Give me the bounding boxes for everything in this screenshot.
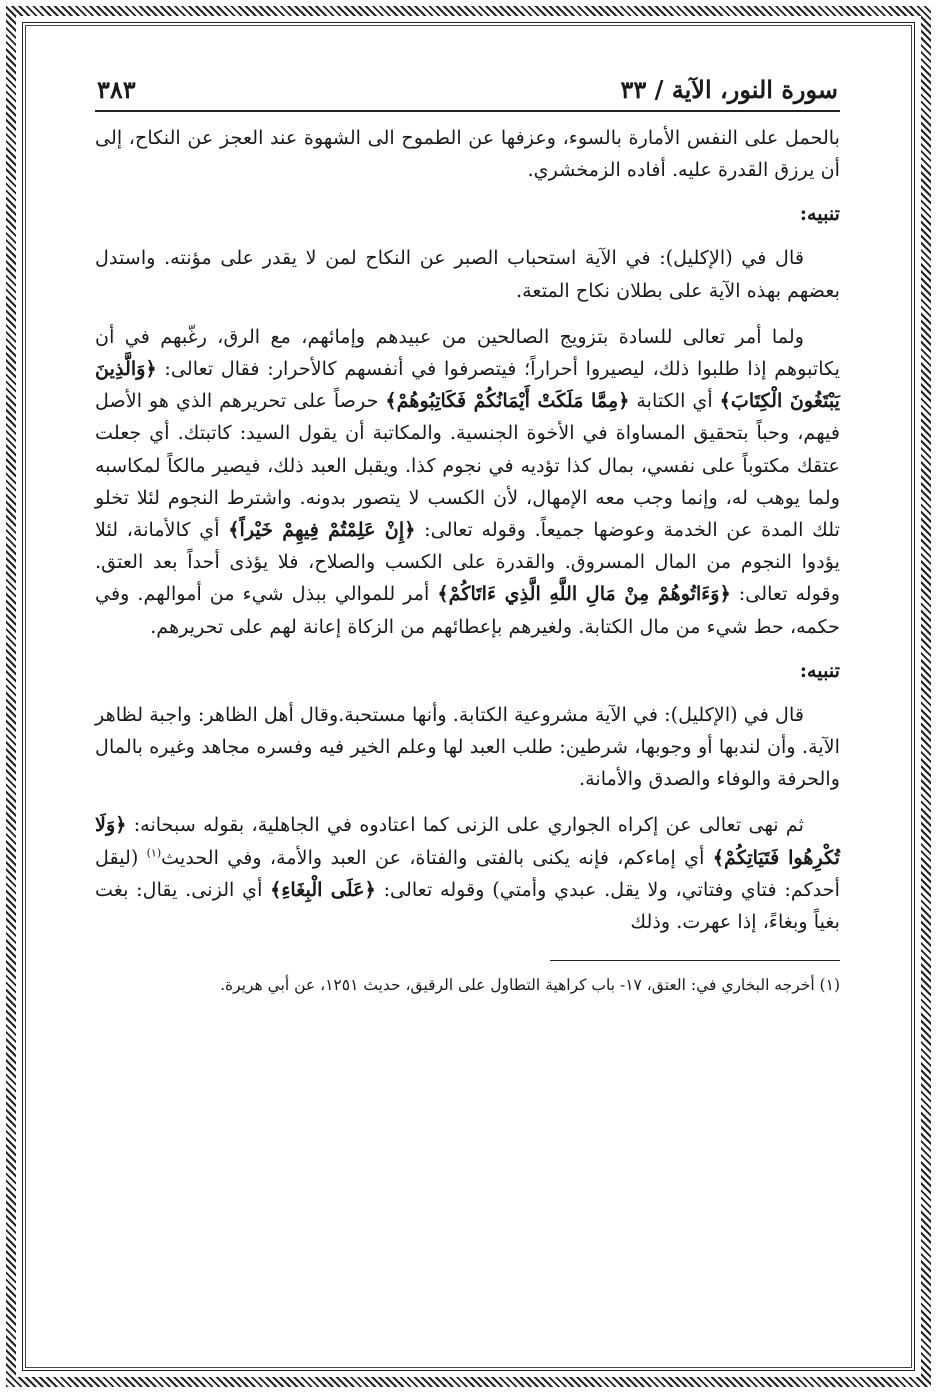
text-run: ولما أمر تعالى للسادة بتزويج الصالحين من عبيدهم وإمائهم، مع الرق، رغّبهم في أن يكاتبوهم إذا طلبوا ذلك، ليصيروا أحراراً؛ فيتصرفوا في أنفسهم كالأحرار: فقال تعالى: bbox=[95, 324, 840, 381]
text-run: حرصاً على تحريرهم الذي هو الأصل فيهم، وحباً بتحقيق المساواة في الأخوة الجنسية. والمكاتبة أن يقول السيد: كاتبتك. أي جعلت عتقك مكتوباً على نفسي، بمال كذا تؤديه في نجوم كذا. ويقبل العبد ذلك، فيصير مالكاً لمكاسبه ولما يوهب له، وإنما وجب معه الإمهال، لأن الكسب لا يتصور بدونه. واشترط النجوم لئلا تخلو تلك المدة عن الخدمة وعوضها جميعاً. وقوله تعالى: bbox=[95, 389, 841, 542]
page-body bbox=[95, 112, 840, 998]
text-run: أي الكتابة bbox=[629, 389, 720, 413]
running-title: سورة النور، الآية / ٣٣ bbox=[620, 75, 838, 104]
text-run: أي إماءكم، فإنه يكنى بالفتى والفتاة، عن العبد والأمة، وفي الحديث bbox=[161, 845, 713, 869]
footnote-separator bbox=[550, 960, 840, 961]
text-run: ثم نهى تعالى عن إكراه الجواري على الزنى كما اعتادوه في الجاهلية، بقوله سبحانه: bbox=[126, 813, 804, 837]
paragraph-iklil-1: قال في (الإكليل): في الآية استحباب الصبر عن النكاح لمن لا يقدر على مؤنته. واستدل بعضهم بهذه الآية على بطلان نكاح المتعة. bbox=[95, 246, 840, 302]
quran-quote: ﴿وَلَا تُكْرِهُوا فَتَيَاتِكُمْ﴾ bbox=[95, 813, 840, 869]
page-number: ٣٨٣ bbox=[97, 75, 136, 104]
quran-quote: ﴿وَءَاتُوهُمْ مِنْ مَالِ اللَّهِ الَّذِي ءَاتَاكُمْ﴾ bbox=[437, 582, 731, 606]
text-run: أي الزنى. يقال: بغت بغياً وبغاءً، إذا عهرت. وذلك bbox=[95, 877, 840, 934]
page-header bbox=[95, 60, 840, 112]
footnote-marker[interactable]: (١) bbox=[146, 846, 162, 860]
footnote: (١) أخرجه البخاري في: العتق، ١٧- باب كراهية التطاول على الرقيق، حديث ١٢٥١، عن أبي هريرة. bbox=[220, 976, 840, 995]
quran-quote: ﴿إِنْ عَلِمْتُمْ فِيهِمْ خَيْراً﴾ bbox=[228, 518, 416, 542]
quran-quote: ﴿عَلَى الْبِغَاءِ﴾ bbox=[270, 877, 376, 901]
note-heading: تنبيه: bbox=[799, 202, 840, 226]
note-heading: تنبيه: bbox=[799, 658, 840, 682]
text-run: (ليقل أحدكم: فتاي وفتاتي، ولا يقل. عبدي وأمتي) وقوله تعالى: bbox=[95, 845, 840, 901]
quran-quote: ﴿مِمَّا مَلَكَتْ أَيْمَانُكُمْ فَكَاتِبُوهُمْ﴾ bbox=[385, 389, 630, 413]
paragraph-iklil-2: قال في (الإكليل): في الآية مشروعية الكتابة. وأنها مستحبة.وقال أهل الظاهر: واجبة لظاهر الآية. وأن لندبها أو وجوبها، شرطين: طلب العبد لها وعلم الخير فيه وفسره مجاهد وغيره بالمال والحرفة والوفاء والصدق والأمانة. bbox=[95, 702, 840, 791]
quran-quote: ﴿وَالَّذِينَ يَبْتَغُونَ الْكِتَابَ﴾ bbox=[95, 357, 840, 413]
text-run: أمر للموالي ببذل شيء من أموالهم. وفي حكمه، حط شيء من مال الكتابة. ولغيرهم بإعطائهم من الزكاة إعانة لهم على تحريرهم. bbox=[95, 582, 840, 638]
paragraph-mukataba bbox=[95, 321, 840, 643]
text-run: أي كالأمانة، لئلا يؤدوا النجوم من المال المسروق. والقدرة على الكسب والصلاح، فلا يؤذى أحداً بعد العتق. وقوله تعالى: bbox=[95, 518, 840, 606]
paragraph-continuation: بالحمل على النفس الأمارة بالسوء، وعزفها عن الطموح الى الشهوة عند العجز عن النكاح، إلى أن يرزق القدرة عليه. أفاده الزمخشري. bbox=[95, 126, 840, 182]
page-content bbox=[95, 60, 840, 998]
paragraph-ikrah bbox=[95, 809, 840, 938]
